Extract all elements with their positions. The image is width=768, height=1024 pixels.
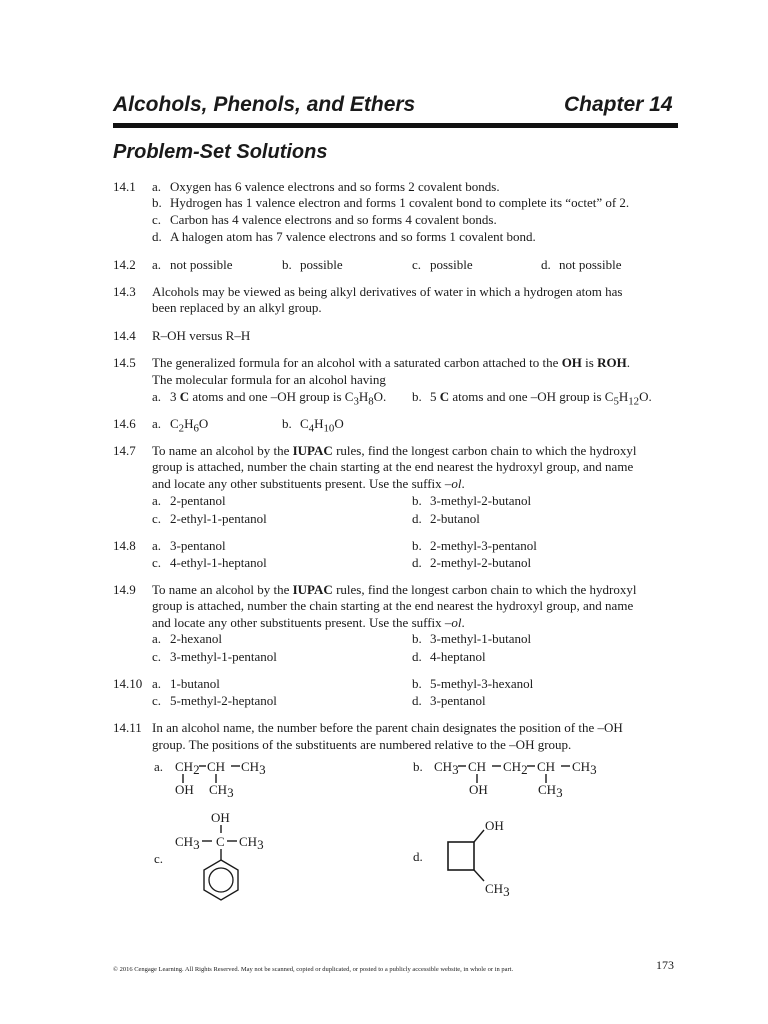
cyclobutane-ring [448,842,474,870]
answer-text: and locate any other substituents present. Use the suffix –ol. [152,476,465,491]
item-letter: d. [412,511,422,526]
svg-text:CH: CH [468,759,487,774]
item-letter: c. [152,555,162,570]
item-letter: a. [152,179,162,194]
item-letter: d. [541,257,551,272]
page-number: 173 [656,958,674,972]
answer-text: To name an alcohol by the IUPAC rules, find the longest carbon chain to which the hydroxyl [152,443,637,458]
item-letter: a. [152,631,162,646]
item-text: not possible [559,257,622,272]
svg-text:CH2: CH2 [503,759,528,777]
problem-number: 14.5 [113,355,136,370]
structure-label: d. [413,849,423,864]
item-text: 3-methyl-2-butanol [430,493,532,508]
problem-number: 14.4 [113,328,136,343]
item-letter: d. [412,555,422,570]
item-text: 3-pentanol [430,693,486,708]
item-letter: b. [412,389,422,404]
chapter-number: Chapter 14 [564,93,673,116]
item-text: Carbon has 4 valence electrons and so forms 4 covalent bonds. [170,212,497,227]
item-letter: a. [152,493,162,508]
item-text: 2-pentanol [170,493,226,508]
chapter-title: Alcohols, Phenols, and Ethers [113,93,416,116]
svg-text:OH: OH [469,782,488,797]
item-text: 5-methyl-3-hexanol [430,676,534,691]
problem-number: 14.3 [113,284,136,299]
item-letter: a. [152,257,162,272]
svg-text:CH: CH [207,759,226,774]
answer-text: group is attached, number the chain starting at the end nearest the hydroxyl group, and name [152,598,634,613]
item-text: $C_2H_6O$ [170,416,209,435]
item-text: 3 C atoms and one –OH group is $C_3H_8O$. [170,389,387,408]
item-text: possible [300,257,343,272]
item-text: not possible [170,257,233,272]
answer-text: To name an alcohol by the IUPAC rules, find the longest carbon chain to which the hydroxyl [152,582,637,597]
svg-text:CH3: CH3 [538,782,563,800]
item-letter: a. [152,416,162,431]
problem-number: 14.8 [113,538,136,553]
problem-number: 14.9 [113,582,136,597]
problem-number: 14.1 [113,179,136,194]
item-letter: d. [152,229,162,244]
item-text: 2-methyl-3-pentanol [430,538,537,553]
header-rule [113,123,678,128]
item-letter: b. [412,631,422,646]
item-letter: b. [152,195,162,210]
svg-text:OH: OH [175,782,194,797]
svg-text:CH2: CH2 [175,759,200,777]
svg-text:C: C [216,834,225,849]
section-title: Problem-Set Solutions [113,141,328,163]
problem-number: 14.6 [113,416,136,431]
item-text: Hydrogen has 1 valence electron and forms 1 covalent bond to complete its “octet” of 2. [170,195,630,210]
item-letter: a. [152,389,162,404]
item-letter: a. [152,676,162,691]
structure-label: b. [413,759,423,774]
answer-text: been replaced by an alkyl group. [152,300,322,315]
copyright-notice: © 2016 Cengage Learning. All Rights Reserved. May not be scanned, copied or duplicated, or posted to a publicly accessible website, in whole or in part. [113,966,514,973]
item-letter: b. [282,257,292,272]
item-letter: c. [152,693,162,708]
item-letter: b. [412,493,422,508]
structure-b [431,754,611,802]
svg-text:CH3: CH3 [485,881,510,899]
problem-number: 14.2 [113,257,136,272]
item-text: 5-methyl-2-heptanol [170,693,277,708]
item-letter: c. [152,212,162,227]
item-letter: c. [412,257,422,272]
problem-number: 14.7 [113,443,136,458]
item-text: 2-butanol [430,511,480,526]
item-text: 3-methyl-1-butanol [430,631,532,646]
item-text: 2-ethyl-1-pentanol [170,511,267,526]
item-letter: b. [282,416,292,431]
svg-text:CH3: CH3 [239,834,264,852]
item-text: 1-butanol [170,676,220,691]
problem-number: 14.10 [113,676,143,691]
svg-text:CH3: CH3 [434,759,459,777]
svg-text:CH3: CH3 [572,759,597,777]
answer-text: R–OH versus R–H [152,328,251,343]
item-text: 2-hexanol [170,631,222,646]
item-text: 4-heptanol [430,649,486,664]
svg-text:OH: OH [211,810,230,825]
answer-text: Alcohols may be viewed as being alkyl derivatives of water in which a hydrogen atom has [152,284,623,299]
svg-text:CH3: CH3 [241,759,266,777]
item-letter: d. [412,649,422,664]
item-letter: b. [412,538,422,553]
answer-text: The molecular formula for an alcohol having [152,372,386,387]
structure-c [172,808,282,904]
item-text: Oxygen has 6 valence electrons and so forms 2 covalent bonds. [170,179,500,194]
item-letter: c. [152,511,162,526]
item-text: 5 C atoms and one –OH group is $C_5H_{12}O$. [430,389,652,408]
item-text: 2-methyl-2-butanol [430,555,532,570]
svg-text:CH: CH [537,759,556,774]
structure-d [440,812,530,900]
structure-label: a. [154,759,164,774]
svg-text:CH3: CH3 [175,834,200,852]
item-letter: c. [152,649,162,664]
answer-text: The generalized formula for an alcohol with a saturated carbon attached to the OH is ROH. [152,355,630,370]
answer-text: In an alcohol name, the number before the parent chain designates the position of the –OH [152,720,623,735]
item-letter: d. [412,693,422,708]
svg-text:CH3: CH3 [209,782,234,800]
item-text: $C_4H_{10}O$ [300,416,344,435]
item-letter: b. [412,676,422,691]
structure-label: c. [154,851,164,866]
problem-number: 14.11 [113,720,142,735]
item-text: A halogen atom has 7 valence electrons and so forms 1 covalent bond. [170,229,536,244]
item-text: 4-ethyl-1-heptanol [170,555,267,570]
answer-text: and locate any other substituents present. Use the suffix –ol. [152,615,465,630]
item-text: 3-methyl-1-pentanol [170,649,277,664]
item-text: 3-pentanol [170,538,226,553]
answer-text: group is attached, number the chain starting at the end nearest the hydroxyl group, and name [152,459,634,474]
svg-text:OH: OH [485,818,504,833]
answer-text: group. The positions of the substituents are numbered relative to the –OH group. [152,737,572,752]
item-letter: a. [152,538,162,553]
item-text: possible [430,257,473,272]
structure-a [172,754,282,802]
